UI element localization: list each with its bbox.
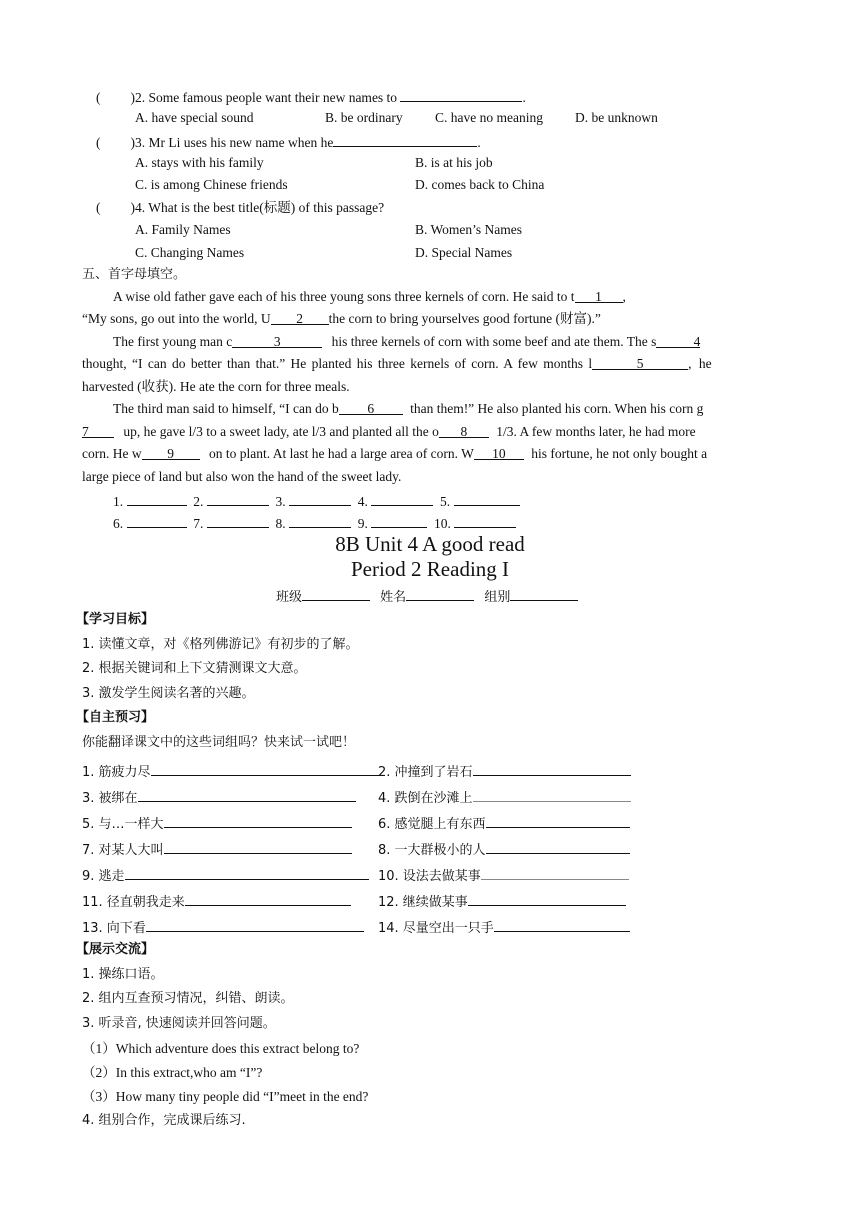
answer-6[interactable] bbox=[127, 513, 187, 528]
q4-text: )4. What is the best title(标题) of this passage? bbox=[130, 200, 385, 215]
passage-line-7: 7 up, he gave l/3 to a sweet lady, ate l/3 and planted all the o 8 1/3. A few months later, he had more bbox=[82, 424, 696, 439]
question-2: （2）In this extract,who am “I”? bbox=[82, 1065, 263, 1080]
q2-option-b[interactable]: B. be ordinary bbox=[325, 110, 403, 125]
blank-4[interactable]: 4 bbox=[656, 333, 700, 348]
show-item-2: 2. 组内互查预习情况，纠错、朗读。 bbox=[82, 991, 294, 1006]
phrase-item: 6. 感觉腿上有东西 bbox=[378, 813, 630, 834]
phrase-item: 12. 继续做某事 bbox=[378, 891, 626, 912]
answer-7[interactable] bbox=[207, 513, 269, 528]
q3-option-a[interactable]: A. stays with his family bbox=[135, 155, 264, 170]
answer-8[interactable] bbox=[289, 513, 351, 528]
q3-text: )3. Mr Li uses his new name when he bbox=[130, 135, 334, 150]
blank-8[interactable]: 8 bbox=[439, 423, 489, 438]
phrase-answer[interactable] bbox=[125, 865, 369, 880]
phrase-item: 13. 向下看 bbox=[82, 917, 364, 938]
preview-intro: 你能翻译课文中的这些词组吗？快来试一试吧！ bbox=[82, 735, 356, 750]
show-heading: 【展示交流】 bbox=[76, 942, 155, 957]
passage-line-2: “My sons, go out into the world, U 2 the corn to bring yourselves good fortune (财富).” bbox=[82, 311, 601, 326]
phrase-answer[interactable] bbox=[486, 839, 630, 854]
goal-item-2: 2. 根据关键词和上下文猜测课文大意。 bbox=[82, 661, 307, 676]
q3-option-d[interactable]: D. comes back to China bbox=[415, 177, 545, 192]
phrase-item: 3. 被绑在 bbox=[82, 787, 356, 808]
blank-6[interactable]: 6 bbox=[339, 400, 403, 415]
phrase-answer[interactable] bbox=[164, 839, 352, 854]
phrase-answer[interactable] bbox=[473, 761, 631, 776]
preview-heading: 【自主预习】 bbox=[76, 710, 155, 725]
q2-stem: ( )2. Some famous people want their new names to . bbox=[96, 87, 526, 107]
passage-line-4: thought, “I can do better than that.” He planted his three kernels of corn. A few months l 5 , he bbox=[82, 356, 712, 371]
q2-option-c[interactable]: C. have no meaning bbox=[435, 110, 543, 125]
class-field[interactable] bbox=[302, 586, 370, 601]
phrase-item: 14. 尽量空出一只手 bbox=[378, 917, 630, 938]
phrase-item: 9. 逃走 bbox=[82, 865, 369, 886]
show-item-4: 4. 组别合作，完成课后练习. bbox=[82, 1113, 246, 1128]
phrase-answer[interactable] bbox=[146, 917, 364, 932]
answer-9[interactable] bbox=[371, 513, 427, 528]
q4-option-c[interactable]: C. Changing Names bbox=[135, 245, 245, 260]
q2-option-d[interactable]: D. be unknown bbox=[575, 110, 658, 125]
q4-stem: ( )4. What is the best title(标题) of this passage? bbox=[96, 200, 385, 215]
phrase-answer[interactable] bbox=[473, 787, 631, 802]
phrase-item: 4. 跌倒在沙滩上 bbox=[378, 787, 631, 808]
phrase-answer[interactable] bbox=[468, 891, 626, 906]
phrase-item: 1. 筋疲力尽 bbox=[82, 761, 381, 782]
phrase-answer[interactable] bbox=[481, 865, 629, 880]
passage-line-6: The third man said to himself, “I can do b 6 than them!” He also planted his corn. When his corn g bbox=[113, 401, 704, 416]
q4-option-d[interactable]: D. Special Names bbox=[415, 245, 513, 260]
phrase-item: 10. 设法去做某事 bbox=[378, 865, 629, 886]
answer-1[interactable] bbox=[127, 491, 187, 506]
class-label: 班级 bbox=[276, 590, 303, 605]
passage-line-3: The first young man c 3 his three kernels of corn with some beef and ate them. The s 4 bbox=[113, 334, 701, 349]
blank-9[interactable]: 9 bbox=[142, 445, 200, 460]
blank-5[interactable]: 5 bbox=[592, 355, 688, 370]
goal-item-1: 1. 读懂文章，对《格列佛游记》有初步的了解。 bbox=[82, 637, 359, 652]
q2-option-a[interactable]: A. have special sound bbox=[135, 110, 254, 125]
question-1: （1）Which adventure does this extract belong to? bbox=[82, 1041, 360, 1056]
q2-paren: ( bbox=[96, 90, 101, 105]
passage-line-9: large piece of land but also won the hand of the sweet lady. bbox=[82, 469, 402, 484]
q2-text: )2. Some famous people want their new names to bbox=[130, 90, 398, 105]
name-field[interactable] bbox=[406, 586, 474, 601]
answer-10[interactable] bbox=[454, 513, 516, 528]
answer-row-2: 6. 7. 8. 9. 10. bbox=[113, 513, 516, 533]
phrase-answer[interactable] bbox=[164, 813, 352, 828]
goals-heading: 【学习目标】 bbox=[76, 612, 155, 627]
section5-heading: 五、首字母填空。 bbox=[82, 267, 187, 282]
name-label: 姓名 bbox=[380, 590, 407, 605]
phrase-answer[interactable] bbox=[486, 813, 630, 828]
phrase-answer[interactable] bbox=[138, 787, 356, 802]
q2-blank[interactable] bbox=[400, 87, 522, 102]
q3-blank[interactable] bbox=[333, 132, 477, 147]
blank-2[interactable]: 2 bbox=[271, 310, 329, 325]
answer-2[interactable] bbox=[207, 491, 269, 506]
blank-3[interactable]: 3 bbox=[232, 333, 322, 348]
phrase-answer[interactable] bbox=[151, 761, 381, 776]
unit-title: 8B Unit 4 A good read bbox=[335, 532, 525, 556]
blank-7[interactable]: 7 bbox=[82, 423, 114, 438]
passage-line-1: A wise old father gave each of his three young sons three kernels of corn. He said to t 1 , bbox=[113, 289, 626, 304]
q3-stem: ( )3. Mr Li uses his new name when he . bbox=[96, 132, 481, 152]
question-3: （3）How many tiny people did “I”meet in the end? bbox=[82, 1089, 369, 1104]
q3-option-c[interactable]: C. is among Chinese friends bbox=[135, 177, 288, 192]
q4-option-a[interactable]: A. Family Names bbox=[135, 222, 231, 237]
q4-option-b[interactable]: B. Women’s Names bbox=[415, 222, 523, 237]
answer-row-1: 1. 2. 3. 4. 5. bbox=[113, 491, 520, 511]
phrase-item: 5. 与…一样大 bbox=[82, 813, 352, 834]
goal-item-3: 3. 激发学生阅读名著的兴趣。 bbox=[82, 686, 255, 701]
blank-10[interactable]: 10 bbox=[474, 445, 524, 460]
answer-5[interactable] bbox=[454, 491, 520, 506]
group-label: 组别 bbox=[484, 590, 511, 605]
q3-option-b[interactable]: B. is at his job bbox=[415, 155, 493, 170]
student-info-row bbox=[276, 586, 578, 607]
answer-4[interactable] bbox=[371, 491, 433, 506]
phrase-item: 8. 一大群极小的人 bbox=[378, 839, 630, 860]
show-item-1: 1. 操练口语。 bbox=[82, 967, 164, 982]
answer-3[interactable] bbox=[289, 491, 351, 506]
blank-1[interactable]: 1 bbox=[575, 288, 623, 303]
group-field[interactable] bbox=[510, 586, 578, 601]
passage-line-5: harvested (收获). He ate the corn for three meals. bbox=[82, 379, 350, 394]
phrase-item: 7. 对某人大叫 bbox=[82, 839, 352, 860]
phrase-item: 2. 冲撞到了岩石 bbox=[378, 761, 631, 782]
passage-line-8: corn. He w 9 on to plant. At last he had a large area of corn. W 10 his fortune, he not only bought a bbox=[82, 446, 708, 461]
phrase-answer[interactable] bbox=[494, 917, 630, 932]
period-title: Period 2 Reading I bbox=[350, 557, 510, 581]
phrase-answer[interactable] bbox=[185, 891, 351, 906]
phrase-item: 11. 径直朝我走来 bbox=[82, 891, 351, 912]
show-item-3: 3. 听录音, 快速阅读并回答问题。 bbox=[82, 1016, 276, 1031]
